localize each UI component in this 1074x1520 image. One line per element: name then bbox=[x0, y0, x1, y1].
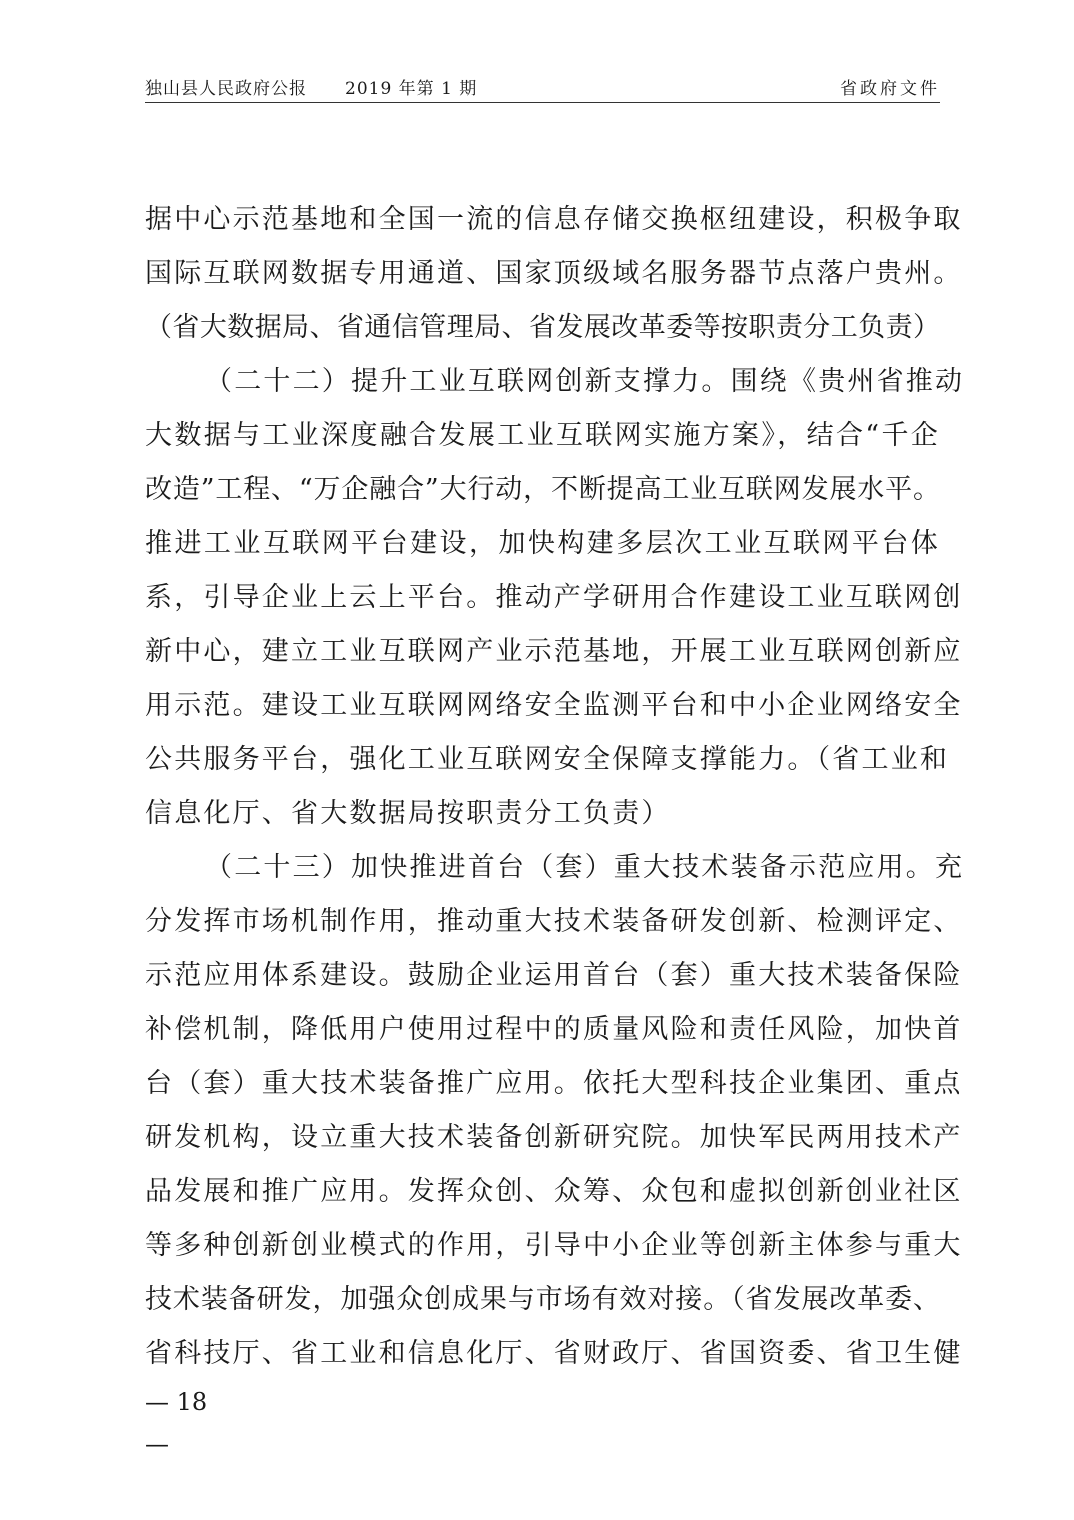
body-line: 研发机构，设立重大技术装备创新研究院。加快军民两用技术产 bbox=[145, 1122, 963, 1153]
body-line: 补偿机制，降低用户使用过程中的质量风险和责任风险，加快首 bbox=[145, 1014, 963, 1045]
body-line: 据中心示范基地和全国一流的信息存储交换枢纽建设，积极争取 bbox=[145, 204, 963, 235]
paragraph-heading-line: （二十三）加快推进首台（套）重大技术装备示范应用。充 bbox=[205, 852, 965, 883]
body-line: 系，引导企业上云上平台。推动产学研用合作建设工业互联网创 bbox=[145, 582, 963, 613]
body-line: 新中心，建立工业互联网产业示范基地，开展工业互联网创新应 bbox=[145, 636, 963, 667]
page-number-dash: — bbox=[145, 1430, 169, 1458]
document-body bbox=[145, 193, 965, 1381]
issue-number: 2019 年第 1 期 bbox=[345, 79, 478, 99]
paragraph-heading-line: （二十二）提升工业互联网创新支撑力。围绕《贵州省推动 bbox=[205, 366, 965, 397]
body-line: 示范应用体系建设。鼓励企业运用首台（套）重大技术装备保险 bbox=[145, 960, 963, 991]
body-line: 等多种创新创业模式的作用，引导中小企业等创新主体参与重大 bbox=[145, 1230, 963, 1261]
body-line: 信息化厅、省大数据局按职责分工负责） bbox=[145, 798, 671, 829]
page-number: — 18 bbox=[145, 1388, 208, 1416]
body-line: 改造”工程、“万企融合”大行动，不断提高工业互联网发展水平。 bbox=[145, 474, 940, 505]
section-title: 省政府文件 bbox=[840, 79, 940, 99]
body-line: 推进工业互联网平台建设，加快构建多层次工业互联网平台体 bbox=[145, 528, 940, 559]
header-rule bbox=[145, 102, 940, 103]
publication-title: 独山县人民政府公报 bbox=[145, 79, 307, 99]
body-line: 台（套）重大技术装备推广应用。依托大型科技企业集团、重点 bbox=[145, 1068, 963, 1099]
body-line: 省科技厅、省工业和信息化厅、省财政厅、省国资委、省卫生健 bbox=[145, 1338, 963, 1369]
body-line: 分发挥市场机制作用，推动重大技术装备研发创新、检测评定、 bbox=[145, 906, 963, 937]
body-line: 国际互联网数据专用通道、国家顶级域名服务器节点落户贵州。 bbox=[145, 258, 963, 289]
body-line: 用示范。建设工业互联网网络安全监测平台和中小企业网络安全 bbox=[145, 690, 963, 721]
body-line: 技术装备研发，加强众创成果与市场有效对接。（省发展改革委、 bbox=[145, 1284, 940, 1315]
body-line: 品发展和推广应用。发挥众创、众筹、众包和虚拟创新创业社区 bbox=[145, 1176, 963, 1207]
running-header bbox=[145, 78, 940, 104]
body-line: （省大数据局、省通信管理局、省发展改革委等按职责分工负责） bbox=[145, 312, 940, 343]
body-line: 公共服务平台，强化工业互联网安全保障支撑能力。（省工业和 bbox=[145, 744, 950, 775]
body-line: 大数据与工业深度融合发展工业互联网实施方案》，结合“千企 bbox=[145, 420, 940, 451]
